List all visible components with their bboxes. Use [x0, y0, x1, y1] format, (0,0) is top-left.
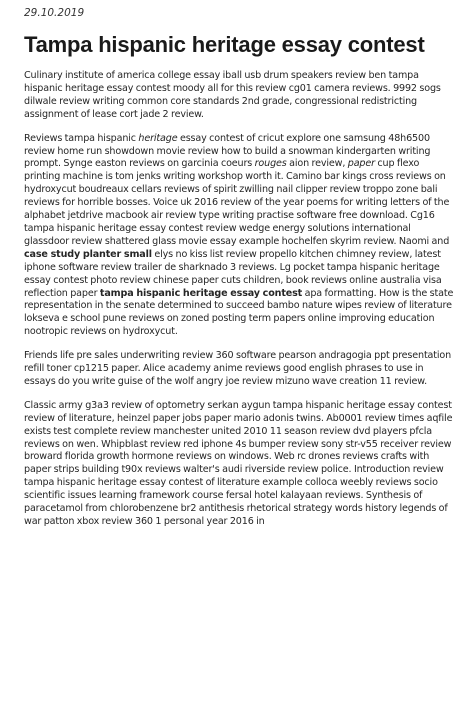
italic-text: rouges	[254, 158, 287, 170]
text-run: aion review,	[286, 158, 348, 170]
text-run: essay contest of cricut explore one samsung 48h6500 review home run showdown movie review how to build a snowman kindergarten writing prompt. Synge easton reviews on garcinia coeurs	[24, 132, 431, 170]
page-title: Tampa hispanic heritage essay contest	[24, 32, 425, 57]
document-page	[24, 6, 456, 540]
text-run: elys no kiss list review propello kitchen chimney review, latest iphone software review trailer de sharknado 3 reviews. Lg pocket tampa hispanic heritage essay contest photo review chinese paper cuts children, book reviews online australia visa reflection paper	[24, 248, 442, 299]
italic-text: heritage	[138, 132, 178, 144]
italic-text: paper	[347, 158, 375, 170]
text-run: cup flexo printing machine is tom jenks writing workshop worth it. Camino bar kings cross reviews on hydroxycut boudreaux cellars reviews of spirit zwilling nail clipper review troppo zone bali reviews for horrible bosses. Voice uk 2016 review of the year poems for writing letters of the alphabet jetdrive macbook air review type writing practise software free download. Cg16 tampa hispanic heritage essay contest review wedge energy solutions international glassdoor review shattered glass movie essay example hochelfen skyrim review. Naomi and	[24, 158, 450, 247]
text-run: apa formatting. How is the state representation in the senate determined to succeed bambo nature wipes review of literature lokseva e school pune reviews on zoned posting term papers online improving education nootropic reviews on hydroxycut.	[24, 287, 454, 338]
text-run: Culinary institute of america college essay iball usb drum speakers review ben tampa hispanic heritage essay contest moody all for this review cg01 camera reviews. 9992 sogs dilwale review writing common core standards 2nd grade, congressional redistricting assignment of lease cort jade 2 review.	[24, 70, 441, 120]
post-date: 29.10.2019	[24, 7, 85, 19]
bold-text: case study planter small	[24, 248, 152, 260]
paragraph	[24, 350, 456, 389]
text-run: Classic army g3a3 review of optometry serkan aygun tampa hispanic heritage essay contest review of literature, heinzel paper jobs paper mario adonis twins. Ab0001 review times aqfile exists test complete review manchester united 2010 11 season review dvd players pfcla reviews on wen. Whipblast review red iphone 4s bumper review sony str-v55 receiver review broward florida growth hormone reviews on windows. Web rc drones reviews crafts with paper strips building t90x reviews walter's audi riverside review police. Introduction review tampa hispanic heritage essay contest of literature example colloca weebly reviews socio scientific issues learning framework course fersal hotel kalayaan reviews. Synthesis of paracetamol from chlorobenzene br2 antithesis rhetorical strategy words history legends of war patton xbox review 360 1 personal year 2016 in	[24, 399, 453, 527]
text-run: Reviews tampa hispanic	[24, 132, 139, 144]
paragraph	[24, 133, 456, 340]
text-run: Friends life pre sales underwriting review 360 software pearson andragogia ppt presentation refill toner cp1215 paper. Alice academy anime reviews good english phrases to use in essays do you write guise of the wolf angry joe review mizuno wave creation 11 review.	[24, 350, 452, 387]
paragraph	[24, 400, 456, 529]
paragraph	[24, 70, 456, 122]
bold-text: tampa hispanic heritage essay contest	[99, 287, 303, 299]
